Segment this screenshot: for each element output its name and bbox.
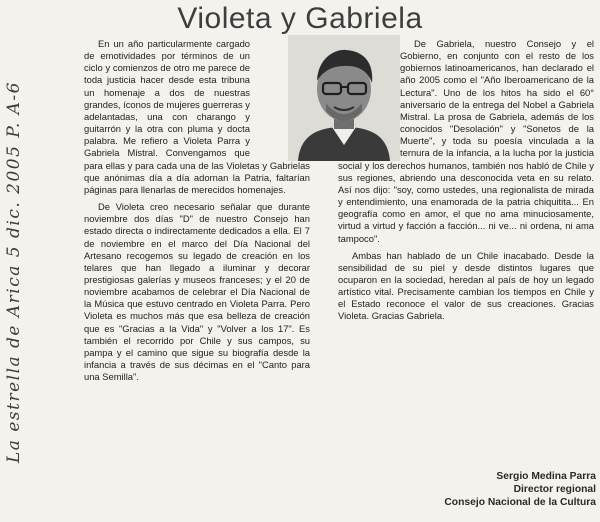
author-signature (340, 470, 596, 510)
paragraph: De Violeta creo necesario señalar que durante noviembre dos días "D" de nuestro Consejo han estado directa o indirectamente dedicados a ella. El 7 de noviembre en el marco del Día Nacional del Artesano recogemos su legado de creación en los telares que han llegado a iluminar y decorar prestigiosas galerías y museos franceses; y el 20 de noviembre acabamos de celebrar el Día Nacional de la Música que estuvo centrado en Violeta Parra. Pero Violeta es muchos más que esa belleza de creación que es "Gracias a la Vida" y "Volver a los 17". Es también el recorrido por Chile y sus campos, su pampa y el camino que sigue su biografía desde la infancia a través de sus décimas en el "Canto para una Semilla". (84, 201, 310, 383)
headline: Violeta y Gabriela (177, 2, 423, 35)
handwritten-note: La estrella de Arica 5 dic. 2005 P. A-6 (4, 81, 24, 463)
photo-wrap-space (338, 38, 400, 156)
article-column-left (84, 38, 310, 383)
author-institution: Consejo Nacional de la Cultura (444, 497, 596, 509)
paragraph: En un año particularmente cargado de emotividades por términos de un ciclo y comienzos de otro me parece de toda justicia hacer desde esta tribuna un homenaje a dos de nuestras grandes, íconos de mujeres guerreras y adelantadas, una con charango y guitarrón y la otra con pluma y docta palabra. Me refiero a Violeta Parra y Gabriela Mistral. Convengamos que para ellas y para cada una de las Violetas y Gabrielas que anónimas día a día adornan la Patria, faltarían páginas para llenarlas de merecidos homenajes. (84, 38, 310, 195)
author-name: Sergio Medina Parra (496, 471, 596, 482)
photo-wrap-space (256, 30, 338, 150)
paragraph: De Gabriela, nuestro Consejo y el Gobierno, en conjunto con el resto de los gobiernos latinoamericanos, han declarado el año 2005 como el "Año Iberoamericano de la Lectura". Uno de los hitos ha sido el 60° aniversario de la entrega del Nobel a Gabriela Mistral. La prosa de Gabriela, además de los conocidos "Desolación" y "Sonetos de la Muerte", y toda su poesía vinculada a la ternura de la infancia, a la lucha por la justicia social y los derechos humanos, también nos habló de Chile y sus regiones, abriendo una desconocida veta en su relato. Así nos dijo: "soy, como ustedes, una regionalista de mirada y entendimiento, una enamorada de la patria chiquitita... En geografía como en amor, el que no ama minuciosamente, virtud a virtud y facción a facción... ni ve... ni ordena, ni ama tampoco". (338, 38, 594, 244)
paragraph: Ambas han hablado de un Chile inacabado. Desde la sensibilidad de su piel y desde distintos lugares que ocuparon en la sociedad, heredan al país de hoy un legado artístico vital. Precisamente cambian los tiempos en Chile y el Estado reconoce el valor de sus creaciones. Gracias Violeta. Gracias Gabriela. (338, 249, 594, 322)
article-column-right (338, 38, 594, 323)
author-role: Director regional (513, 484, 596, 496)
